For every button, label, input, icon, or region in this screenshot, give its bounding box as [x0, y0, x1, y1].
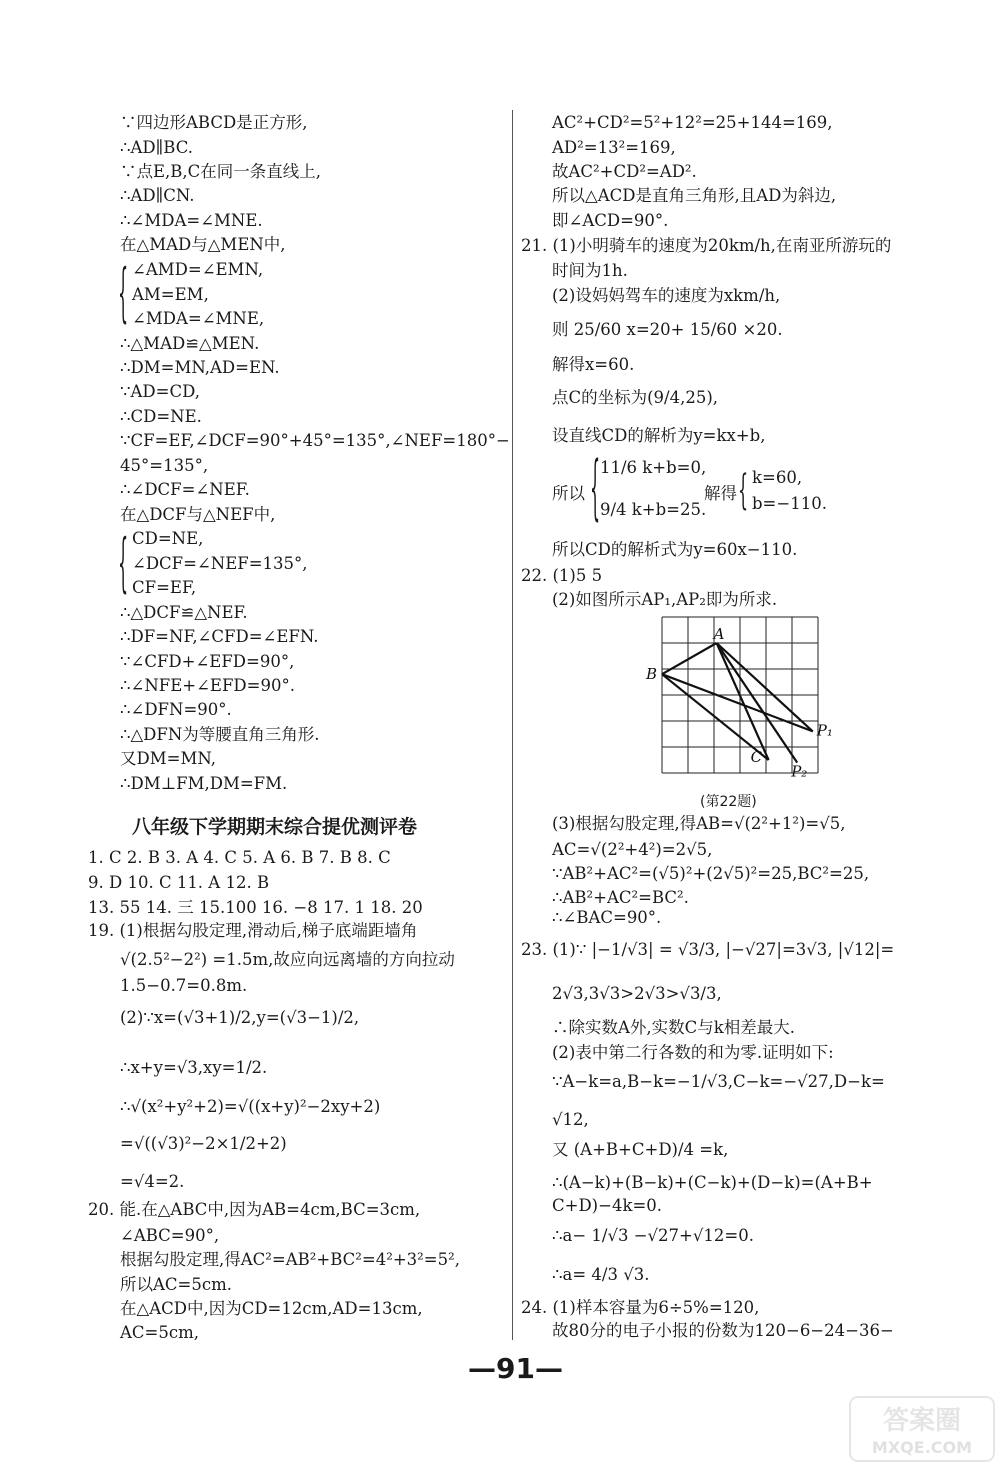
q20-line: AC=5cm,	[120, 1323, 199, 1342]
system-brace-2: {	[118, 524, 129, 600]
q21-line: 9/4 k+b=25.	[600, 500, 707, 519]
column-divider	[512, 110, 513, 1340]
q21-line: 所以	[552, 484, 585, 503]
grid-figure	[640, 612, 850, 787]
q22-line: AC=√(2²+4²)=2√5,	[552, 840, 713, 859]
proof-line: ∴DF=NF,∠CFD=∠EFN.	[120, 627, 319, 646]
proof-line: ∵AD=CD,	[120, 382, 200, 401]
proof-line: 在△MAD与△MEN中,	[120, 235, 286, 254]
label-p1: P₁	[816, 721, 833, 740]
page-number: —91—	[468, 1352, 563, 1385]
proof-line: ∴△DCF≌△NEF.	[120, 603, 248, 622]
proof-line: ∠DCF=∠NEF=135°,	[132, 554, 308, 573]
answer-line: 1. C 2. B 3. A 4. C 5. A 6. B 7. B 8. C	[88, 848, 391, 867]
q20-line: 在△ACD中,因为CD=12cm,AD=13cm,	[120, 1299, 423, 1318]
q22-line: ∴∠BAC=90°.	[552, 908, 662, 927]
q23-line: 又 (A+B+C+D)/4 =k,	[552, 1140, 729, 1159]
q23-line: ∴除实数A外,实数C与k相差最大.	[552, 1018, 796, 1037]
q23-line: ∴a= 4/3 √3.	[552, 1265, 650, 1284]
section-heading: 八年级下学期期末综合提优测评卷	[132, 816, 418, 838]
q21-line: k=60,	[752, 468, 803, 487]
proof-line: ∴∠DCF=∠NEF.	[120, 480, 250, 499]
figure-segment	[662, 674, 813, 731]
q21-line: 21. (1)小明骑车的速度为20km/h,在南亚所游玩的	[521, 236, 892, 255]
proof-line: ∵CF=EF,∠DCF=90°+45°=135°,∠NEF=180°−	[120, 431, 510, 450]
proof-line: 在△DCF与△NEF中,	[120, 505, 276, 524]
proof-line: AC²+CD²=5²+12²=25+144=169,	[552, 113, 833, 132]
proof-line: ∴DM=MN,AD=EN.	[120, 358, 280, 377]
q23-line: √12,	[552, 1110, 589, 1129]
q20-line: 20. 能.在△ABC中,因为AB=4cm,BC=3cm,	[88, 1200, 421, 1219]
answer-line: 9. D 10. C 11. A 12. B	[88, 873, 270, 892]
q20-line: 根据勾股定理,得AC²=AB²+BC²=4²+3²=5²,	[120, 1250, 460, 1269]
q19-line: =√((√3)²−2×1/2+2)	[120, 1134, 287, 1153]
svg-text:MXQE.COM: MXQE.COM	[871, 1438, 973, 1457]
proof-line: ∵∠CFD+∠EFD=90°,	[120, 652, 295, 671]
system-brace-1: {	[118, 254, 129, 330]
proof-line: ∴△MAD≌△MEN.	[120, 334, 260, 353]
q22-line: ∴AB²+AC²=BC².	[552, 888, 689, 907]
q22-line: (3)根据勾股定理,得AB=√(2²+1²)=√5,	[552, 814, 846, 833]
proof-line: ∵点E,B,C在同一条直线上,	[120, 162, 322, 181]
figure-segment	[717, 643, 798, 763]
figure-segment	[662, 643, 717, 674]
proof-line: ∵四边形ABCD是正方形,	[120, 113, 308, 132]
proof-line: CF=EF,	[132, 578, 197, 597]
figure-segment	[717, 643, 813, 731]
q19-line: =√4=2.	[120, 1172, 185, 1191]
q19-line: ∴x+y=√3,xy=1/2.	[120, 1058, 268, 1077]
q21-line: 所以CD的解析式为y=60x−110.	[552, 540, 798, 559]
q21-line: 解得x=60.	[552, 355, 635, 374]
q19-line: √(2.5²−2²) =1.5m,故应向远离墙的方向拉动	[120, 950, 455, 969]
q23-line: C+D)−4k=0.	[552, 1196, 663, 1215]
system-brace-4: {	[738, 464, 749, 515]
proof-line: ∴∠MDA=∠MNE.	[120, 211, 263, 230]
proof-line: ∴∠DFN=90°.	[120, 700, 232, 719]
watermark-logo	[848, 1395, 996, 1463]
proof-line: ∴CD=NE.	[120, 407, 202, 426]
q23-line: ∴a− 1/√3 −√27+√12=0.	[552, 1226, 754, 1245]
label-a: A	[713, 625, 725, 643]
q24-line: 故80分的电子小报的份数为120−6−24−36−	[552, 1321, 894, 1340]
proof-line: 故AC²+CD²=AD².	[552, 162, 697, 181]
proof-line: ∴AD∥CN.	[120, 186, 195, 205]
figure-segment	[717, 643, 769, 760]
q22-line: ∵AB²+AC²=(√5)²+(2√5)²=25,BC²=25,	[552, 864, 870, 883]
proof-line: AM=EM,	[132, 285, 209, 304]
proof-line: ∠AMD=∠EMN,	[132, 260, 264, 279]
proof-line: 所以△ACD是直角三角形,且AD为斜边,	[552, 186, 837, 205]
q19-line: ∴√(x²+y²+2)=√((x+y)²−2xy+2)	[120, 1097, 381, 1116]
q24-line: 24. (1)样本容量为6÷5%=120,	[521, 1298, 760, 1317]
proof-line: 即∠ACD=90°.	[552, 211, 669, 230]
q21-line: 时间为1h.	[552, 261, 628, 280]
figure-caption: (第22题)	[700, 794, 757, 810]
q23-line: 23. (1)∵ |−1/√3| = √3/3, |−√27|=3√3, |√12|=	[521, 940, 895, 959]
proof-line: ∴△DFN为等腰直角三角形.	[120, 725, 320, 744]
q21-line: 11/6 k+b=0,	[600, 458, 707, 477]
q20-line: 所以AC=5cm.	[120, 1275, 232, 1294]
q19-line: 1.5−0.7=0.8m.	[120, 976, 248, 995]
label-b: B	[646, 665, 658, 684]
label-p2: P₂	[791, 762, 808, 781]
q21-line: 设直线CD的解析为y=kx+b,	[552, 426, 766, 445]
proof-line: ∴AD∥BC.	[120, 138, 193, 157]
svg-text:答案圈: 答案圈	[882, 1406, 962, 1436]
proof-line: AD²=13²=169,	[552, 138, 676, 157]
q19-line: 19. (1)根据勾股定理,滑动后,梯子底端距墙角	[88, 921, 418, 940]
proof-line: ∴DM⊥FM,DM=FM.	[120, 774, 288, 793]
q23-line: 2√3,3√3>2√3>√3/3,	[552, 984, 722, 1003]
q22-line: 22. (1)5 5	[521, 566, 603, 585]
proof-line: ∠MDA=∠MNE,	[132, 309, 265, 328]
q21-line: 则 25/60 x=20+ 15/60 ×20.	[552, 320, 783, 339]
q21-line: (2)设妈妈驾车的速度为xkm/h,	[552, 286, 781, 305]
q22-line: (2)如图所示AP₁,AP₂即为所求.	[552, 590, 778, 609]
q21-line: 解得	[704, 484, 737, 503]
q23-line: ∵A−k=a,B−k=−1/√3,C−k=−√27,D−k=	[552, 1072, 885, 1091]
proof-line: CD=NE,	[132, 529, 204, 548]
q21-line: 点C的坐标为(9/4,25),	[552, 388, 719, 407]
answer-line: 13. 55 14. 三 15.100 16. −8 17. 1 18. 20	[88, 898, 423, 917]
proof-line: ∴∠NFE+∠EFD=90°.	[120, 676, 295, 695]
q23-line: (2)表中第二行各数的和为零.证明如下:	[552, 1043, 834, 1062]
proof-line: 又DM=MN,	[120, 749, 216, 768]
q23-line: ∴(A−k)+(B−k)+(C−k)+(D−k)=(A+B+	[552, 1173, 873, 1192]
q19-line: (2)∵x=(√3+1)/2,y=(√3−1)/2,	[120, 1008, 360, 1027]
proof-line: 45°=135°,	[120, 456, 209, 475]
q20-line: ∠ABC=90°,	[120, 1226, 220, 1245]
system-brace-3: {	[590, 445, 601, 529]
label-c: C	[750, 748, 763, 766]
q21-line: b=−110.	[752, 494, 827, 513]
